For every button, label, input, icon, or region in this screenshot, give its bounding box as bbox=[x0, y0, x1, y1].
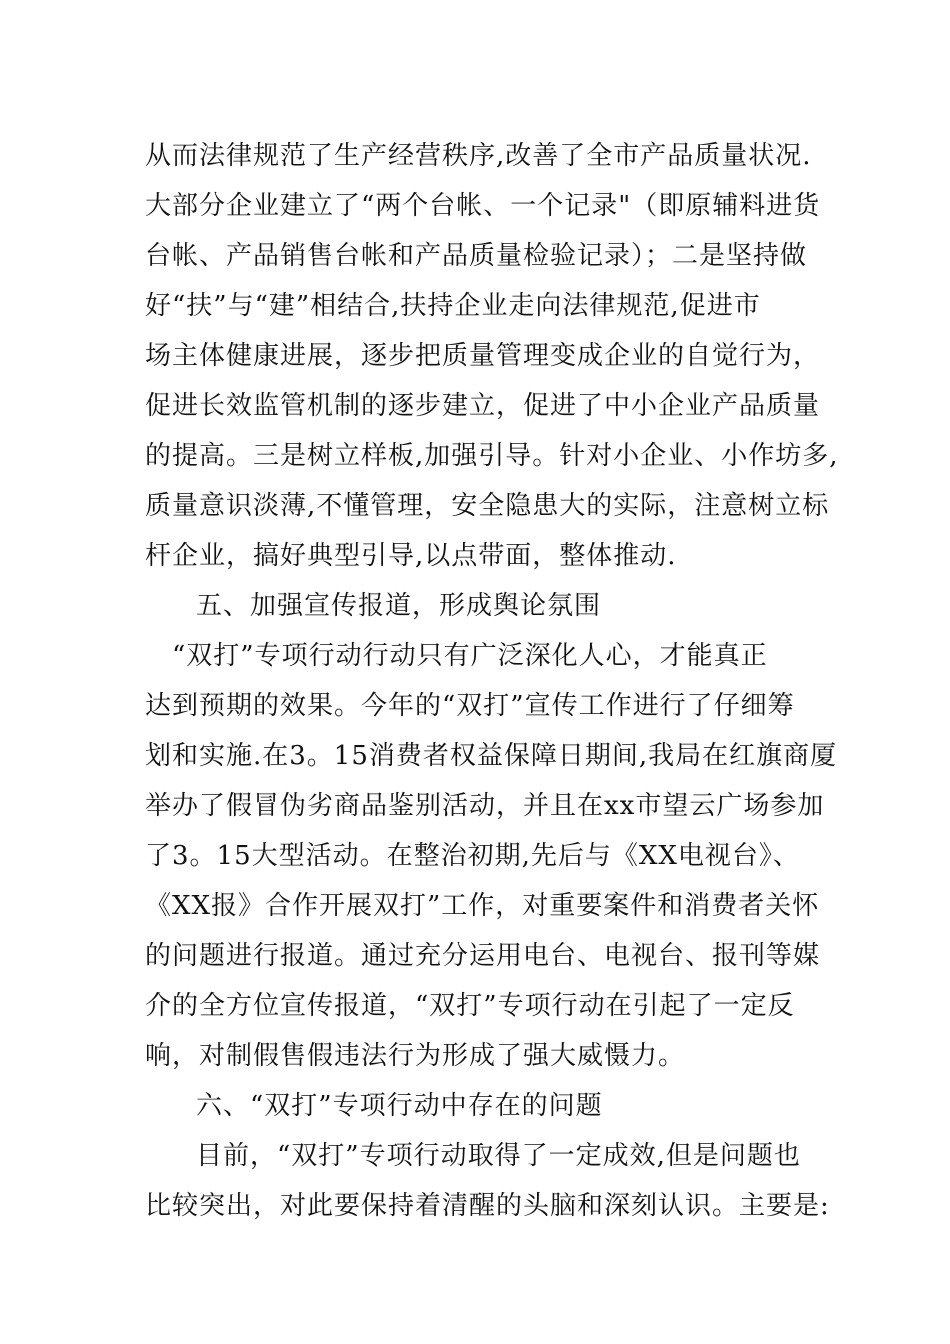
paragraph-line: 从而法律规范了生产经营秩序,改善了全市产品质量状况. bbox=[145, 141, 812, 171]
paragraph-line: 《XX报》合作开展双打”工作，对重要案件和消费者关怀 bbox=[145, 891, 820, 921]
paragraph-line: 了3。15大型活动。在整治初期,先后与《XX电视台》、 bbox=[145, 841, 800, 871]
paragraph-line: 促进长效监管机制的逐步建立，促进了中小企业产品质量 bbox=[145, 391, 821, 421]
paragraph-line: 目前，“双打”专项行动取得了一定成效,但是问题也 bbox=[196, 1141, 801, 1171]
paragraph-line: 杆企业，搞好典型引导,以点带面，整体推动. bbox=[145, 541, 677, 571]
paragraph-line: 比较突出，对此要保持着清醒的头脑和深刻认识。主要是: bbox=[145, 1191, 830, 1221]
section-heading: 五、加强宣传报道，形成舆论氛围 bbox=[196, 591, 602, 621]
paragraph-line: “双打”专项行动行动只有广泛深化人心，才能真正 bbox=[172, 641, 768, 671]
section-heading: 六、“双打”专项行动中存在的问题 bbox=[196, 1091, 603, 1121]
paragraph-line: 的问题进行报道。通过充分运用电台、电视台、报刊等媒 bbox=[145, 941, 821, 971]
paragraph-line: 响，对制假售假违法行为形成了强大威慑力。 bbox=[145, 1041, 686, 1071]
paragraph-line: 的提高。三是树立样板,加强引导。针对小企业、小作坊多, bbox=[145, 441, 839, 471]
paragraph-line: 举办了假冒伪劣商品鉴别活动，并且在xx市望云广场参加 bbox=[145, 791, 825, 821]
paragraph-line: 好“扶”与“建”相结合,扶持企业走向法律规范,促进市 bbox=[145, 291, 761, 321]
paragraph-line: 介的全方位宣传报道，“双打”专项行动在引起了一定反 bbox=[145, 991, 795, 1021]
paragraph-line: 场主体健康进展，逐步把质量管理变成企业的自觉行为， bbox=[145, 341, 821, 371]
paragraph-line: 达到预期的效果。今年的“双打”宣传工作进行了仔细筹 bbox=[145, 691, 795, 721]
paragraph-line: 划和实施.在3。15消费者权益保障日期间,我局在红旗商厦 bbox=[145, 741, 838, 771]
paragraph-line: 大部分企业建立了“两个台帐、一个记录"（即原辅料进货 bbox=[145, 191, 821, 221]
paragraph-line: 质量意识淡薄,不懂管理，安全隐患大的实际，注意树立标 bbox=[145, 491, 830, 521]
paragraph-line: 台帐、产品销售台帐和产品质量检验记录）；二是坚持做 bbox=[145, 241, 808, 271]
